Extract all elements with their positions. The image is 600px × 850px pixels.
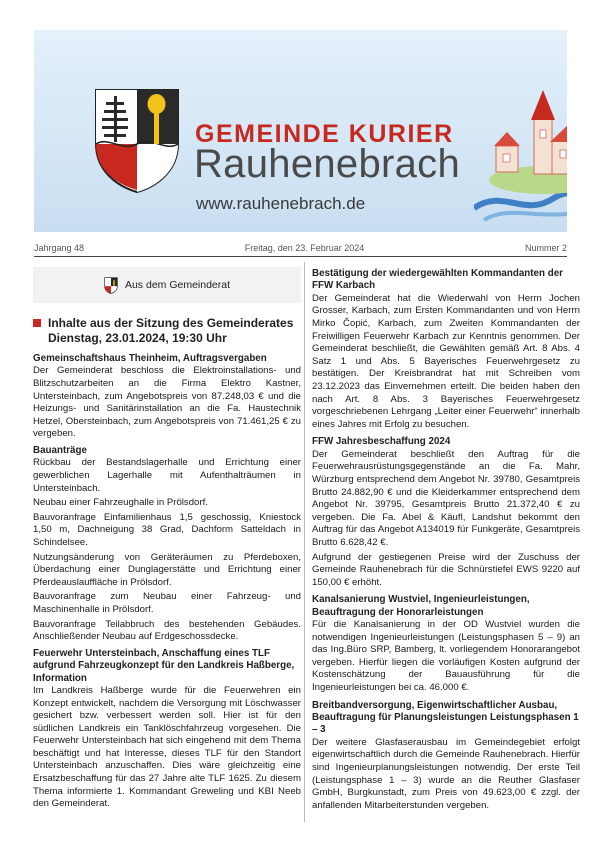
article-heading: FFW Jahresbeschaffung 2024 — [312, 436, 451, 448]
article-paragraph: Bauvoranfrage Teilabbruch des bestehenden Gebäudes. Anschließender Neubau auf Erdgeschossdecke. — [33, 618, 301, 643]
article-paragraph: Bauvoranfrage zum Neubau einer Fahrzeug- und Maschinenhalle in Prölsdorf. — [33, 591, 301, 615]
section-label: Aus dem Gemeinderat — [124, 278, 231, 291]
issue-volume: Jahrgang 48 — [34, 243, 85, 253]
masthead-place: Rauhenebrach — [194, 142, 461, 186]
issue-meta-line — [34, 243, 567, 257]
article-heading: Gemeinschaftshaus Theinheim, Auftragsvergaben — [33, 353, 267, 364]
article-paragraph: Der Gemeinderat beschließt den Auftrag für die Feuerwehrausrüstungsgegenstände an die Fa. Mahr, Würzburg entsprechend dem Angebot Nr. 39780, Gesamtpreis Brutto 24.882,90 € und die Kleiderkammer entsprechend dem Angebot Nr. 39795, Gesamtpreis Brutto 21.372,40 € zu vergeben. Die Fa. Abel & Käufl, Landshut bekommt den Auftrag für das Angebot A134019 für Funkgeräte, Gesamtpreis Brutto 6.628,42 €. — [312, 448, 580, 548]
article-paragraph: Neubau einer Fahrzeughalle in Prölsdorf. — [33, 497, 208, 509]
article-heading: Breitbandversorgung, Eigenwirtschaftlicher Ausbau, Beauftragung für Planungsleistungen Leistungsphasen 1 – 3 — [312, 699, 579, 736]
right-column — [312, 268, 580, 814]
coat-of-arms-icon — [104, 277, 118, 294]
article-paragraph: Im Landkreis Haßberge wurde für die Feuerwehren ein Konzept entwickelt, nachdem die Versorgung mit Löschwasser gesichert bzw. verbessert werden soll. Hier ist für den südlichen Landkreis ein Tanklöschfahrzeug vorgesehen. Die Feuerwehr Untersteinbach hat sich eingehend mit dem Thema beschäftigt und hat Interesse, dieses TLF für den Standort Untersteinbach anzuschaffen. Dies wäre gleichzeitig eine Ersatzbeschaffung für das 27 Jahre alte TLF 1625. Zu diesem Thema informierte 1. Kommandant Greweling und KBI Neeb den Gemeinderat. — [33, 684, 301, 810]
column-divider — [304, 262, 305, 822]
village-church-illustration — [474, 88, 567, 228]
masthead-banner — [34, 30, 567, 232]
article-heading: Kanalsanierung Wustviel, Ingenieurleistungen, Beauftragung der Honorarleistungen — [312, 594, 530, 618]
left-column — [33, 262, 301, 813]
municipal-coat-of-arms — [92, 86, 182, 194]
masthead-url[interactable]: www.rauhenebrach.de — [196, 194, 366, 213]
issue-date: Freitag, den 23. Februar 2024 — [244, 243, 365, 253]
article-paragraph: Für die Kanalsanierung in der OD Wustviel wurden die notwendigen Ingenieurleistungen (Leistungsphasen 5 – 9) an das Ing.Büro SRP, Bamberg, lt. vorliegendem Honorarangebot vergeben. Hierfür liegen die vorläufigen Kosten aufgrund der Kostenschätzung der Bauausführung für die Ingenieurleistungen bei ca. 46.000 €. — [312, 619, 580, 694]
issue-number: Nummer 2 — [524, 243, 567, 253]
article-paragraph: Nutzungsänderung von Geräteräumen zu Pferdeboxen, Überdachung einer Dunglagerstätte und Errichtung einer Pferdeauslauffläche in Prölsdorf. — [33, 551, 301, 588]
article-heading: Feuerwehr Untersteinbach, Anschaffung eines TLF aufgrund Fahrzeugkonzept für den Landkreis Haßberge, Information — [33, 647, 295, 684]
main-heading-text: Inhalte aus der Sitzung des Gemeinderates Dienstag, 23.01.2024, 19:30 Uhr — [48, 316, 294, 345]
section-banner — [33, 267, 301, 303]
article-paragraph: Rückbau der Bestandslagerhalle und Errichtung einer gewerblichen Lagerhalle mit Aufenthalträumen in Untersteinbach. — [33, 457, 301, 494]
article-paragraph: Aufgrund der gestiegenen Preise wird der Zuschuss der Gemeinde Rauhenebrach für die Schnürstiefel EWS 9220 auf 150,00 € erhöht. — [312, 551, 580, 588]
article-paragraph: Der weitere Glasfaserausbau im Gemeindegebiet erfolgt eigenwirtschaftlich durch die Gemeinde Rauhenebrach. Hierfür sind Ingenieurplanungsleistungen notwendig. Der erste Teil (Leistungsphase 1 – 3) wurde an die Reuther Glasfaser GmbH, Burgkunstadt, zum Preis von 49.623,00 € zzgl. der anfallenden Mitarbeiterstunden vergeben. — [312, 736, 580, 811]
article-heading: Bauanträge — [33, 444, 87, 456]
article-paragraph: Der Gemeinderat beschloss die Elektroinstallations- und Blitzschutzarbeiten an die Firma Elektro Kastner, Untersteinbach, zum Angebotspreis von 87.248,03 € und die Heizungs- und Sanitärinstallation an die Fa. Haustechnik Hetzel, Obersteinbach, zum Angebotspreis von 71.461,25 € zu vergeben. — [33, 365, 301, 440]
article-heading: Bestätigung der wiedergewählten Kommandanten der FFW Karbach — [312, 268, 563, 292]
main-heading — [33, 316, 301, 345]
article-paragraph: Der Gemeinderat hat die Wiederwahl von Herrn Jochen Grosser, Karbach, zum Ersten Kommandanten und von Herrn Mirko Čopić, Karbach, zum Zweiten Kommandanten der Freiwilligen Feuerwehr Karbach zur Kenntnis genommen. Der Gemeinderat beschließt, die Gewählten gemäß Art. 8 Abs. 4 Satz 1 und Abs. 5 Bayerisches Feuerwehrgesetz zu bestätigen. Der Kreisbrandrat hat mit Schreiben vom 23.12.2023 das Einvernehmen erteilt. Die beiden haben den nach Art. 8 Abs. 3 Bayerisches Feuerwehrgesetz vorgeschriebenen Lehrgang „Leiter einer Feuerwehr“ innerhalb eines Jahres mit Erfolg zu besuchen. — [312, 292, 580, 430]
masthead-title: GEMEINDE KURIER — [195, 120, 454, 148]
red-square-bullet — [33, 319, 41, 327]
article-paragraph: Bauvoranfrage Einfamilienhaus 1,5 geschossig, Kniestock 1,50 m, Dachneigung 38 Grad, Dachform Satteldach in Schindelsee. — [33, 511, 301, 548]
